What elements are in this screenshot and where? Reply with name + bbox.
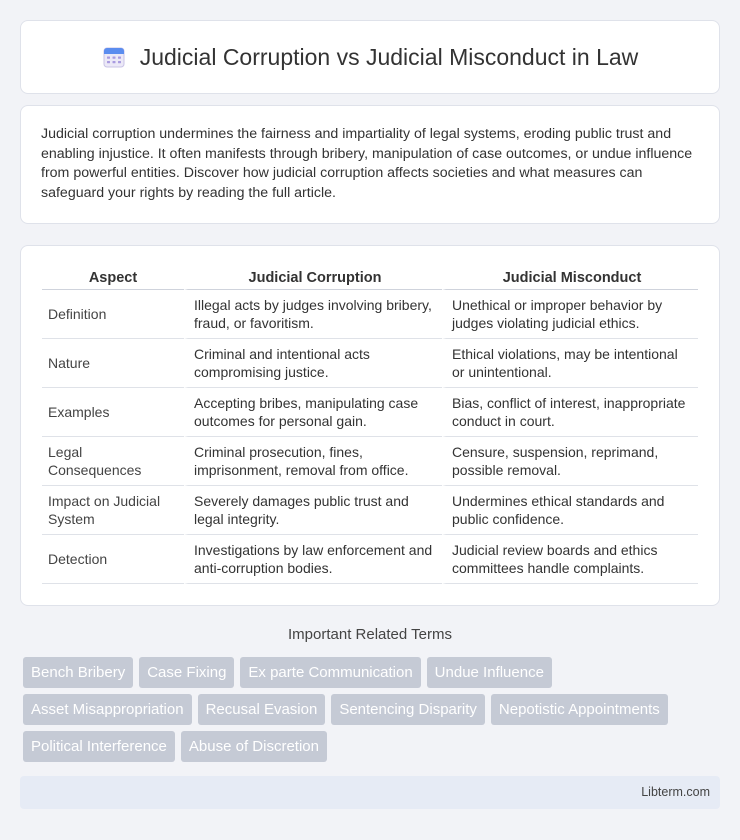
row-corruption: Criminal prosecution, fines, imprisonment, removal from office. xyxy=(184,437,442,486)
term-tag[interactable]: Sentencing Disparity xyxy=(331,694,485,725)
table-row xyxy=(42,388,698,437)
term-tag[interactable]: Case Fixing xyxy=(139,657,234,688)
comparison-table-card xyxy=(20,245,720,606)
row-corruption: Severely damages public trust and legal integrity. xyxy=(184,486,442,535)
row-misconduct: Judicial review boards and ethics committees handle complaints. xyxy=(442,535,698,584)
terms-row xyxy=(23,694,723,731)
term-tag[interactable]: Undue Influence xyxy=(427,657,552,688)
term-tag[interactable]: Recusal Evasion xyxy=(198,694,326,725)
table-row xyxy=(42,437,698,486)
row-aspect: Nature xyxy=(42,339,184,388)
row-corruption: Accepting bribes, manipulating case outcomes for personal gain. xyxy=(184,388,442,437)
row-aspect: Impact on Judicial System xyxy=(42,486,184,535)
row-corruption: Investigations by law enforcement and anti-corruption bodies. xyxy=(184,535,442,584)
table-row xyxy=(42,486,698,535)
row-aspect: Definition xyxy=(42,290,184,339)
term-tag[interactable]: Ex parte Communication xyxy=(240,657,420,688)
table-header-row xyxy=(42,266,698,290)
term-tag[interactable]: Political Interference xyxy=(23,731,175,762)
page-title: Judicial Corruption vs Judicial Misconduct in Law xyxy=(139,43,639,70)
footer-site-link[interactable]: Libterm.com xyxy=(641,785,710,799)
row-corruption: Illegal acts by judges involving bribery, fraud, or favoritism. xyxy=(184,290,442,339)
row-aspect: Detection xyxy=(42,535,184,584)
related-terms xyxy=(23,657,723,768)
row-misconduct: Unethical or improper behavior by judges violating judicial ethics. xyxy=(442,290,698,339)
terms-row xyxy=(23,731,723,768)
header-judicial-misconduct: Judicial Misconduct xyxy=(442,266,698,290)
row-corruption: Criminal and intentional acts compromising justice. xyxy=(184,339,442,388)
intro-card xyxy=(20,105,720,224)
term-tag[interactable]: Nepotistic Appointments xyxy=(491,694,668,725)
row-misconduct: Bias, conflict of interest, inappropriate conduct in court. xyxy=(442,388,698,437)
calendar-icon xyxy=(102,45,126,69)
term-tag[interactable]: Abuse of Discretion xyxy=(181,731,327,762)
row-aspect: Examples xyxy=(42,388,184,437)
term-tag[interactable]: Asset Misappropriation xyxy=(23,694,192,725)
footer xyxy=(20,776,720,809)
row-misconduct: Censure, suspension, reprimand, possible removal. xyxy=(442,437,698,486)
row-misconduct: Ethical violations, may be intentional or unintentional. xyxy=(442,339,698,388)
table-row xyxy=(42,290,698,339)
comparison-table xyxy=(42,266,698,584)
row-misconduct: Undermines ethical standards and public confidence. xyxy=(442,486,698,535)
term-tag[interactable]: Bench Bribery xyxy=(23,657,133,688)
table-row xyxy=(42,535,698,584)
row-aspect: Legal Consequences xyxy=(42,437,184,486)
header-judicial-corruption: Judicial Corruption xyxy=(184,266,442,290)
title-card xyxy=(20,20,720,94)
intro-text: Judicial corruption undermines the fairness and impartiality of legal systems, eroding public trust and enabling injustice. It often manifests through bribery, manipulation of case outcomes, or undue influence from powerful entities. Discover how judicial corruption affects societies and what measures can safeguard your rights by reading the full article. xyxy=(41,126,693,201)
table-row xyxy=(42,339,698,388)
terms-row xyxy=(23,657,723,694)
related-terms-heading: Important Related Terms xyxy=(288,626,452,643)
header-aspect: Aspect xyxy=(42,266,184,290)
